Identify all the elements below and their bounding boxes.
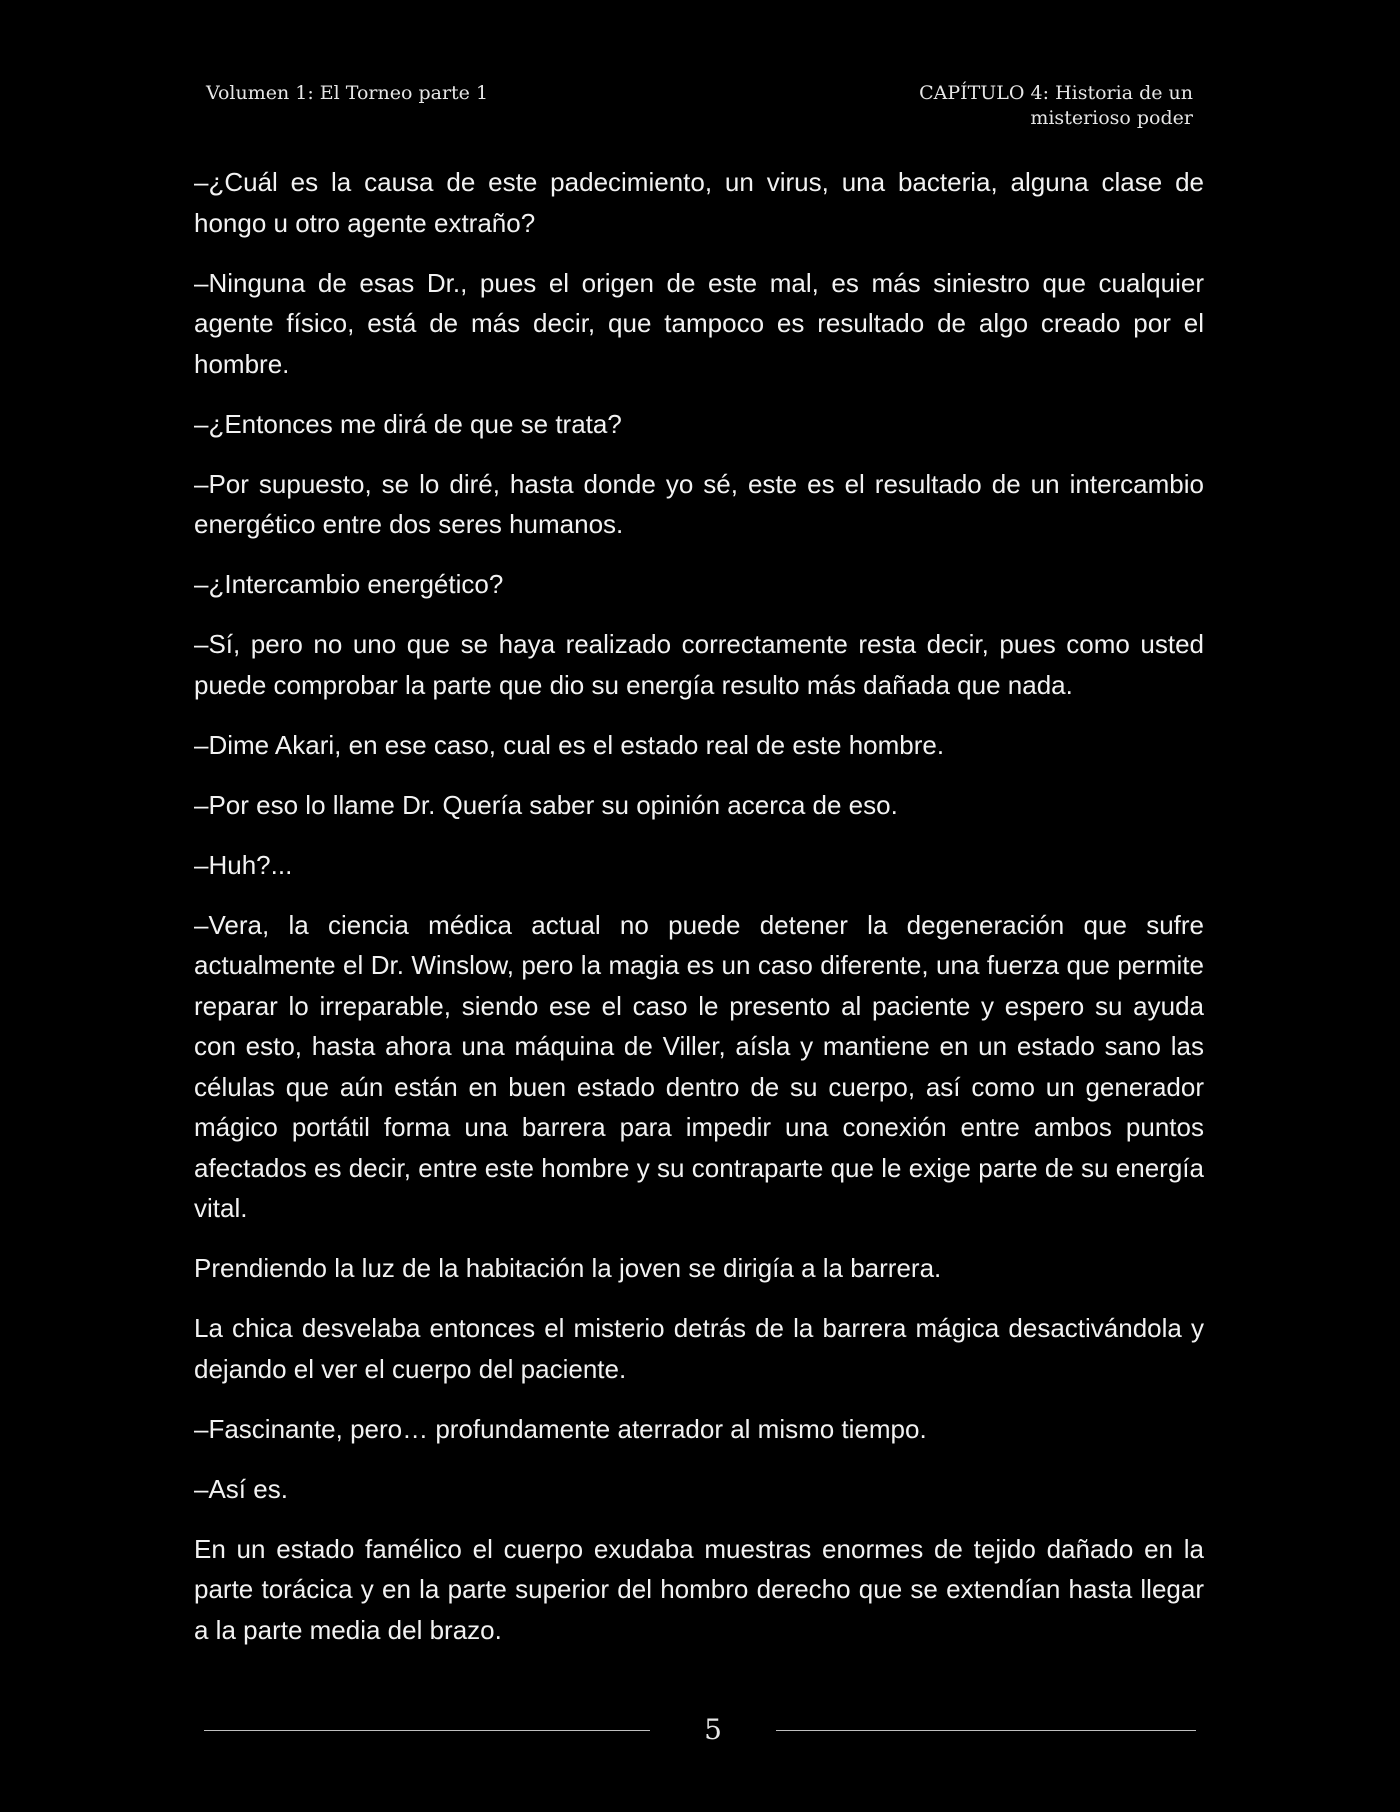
paragraph: La chica desvelaba entonces el misterio detrás de la barrera mágica desactivándola y dejando el ver el cuerpo del paciente. [194, 1313, 1204, 1384]
paragraph: –Por supuesto, se lo diré, hasta donde yo sé, este es el resultado de un intercambio energético entre dos seres humanos. [194, 468, 1204, 539]
paragraph: –Ninguna de esas Dr., pues el origen de este mal, es más siniestro que cualquier agente físico, está de más decir, que tampoco es resultado de algo creado por el hombre. [194, 267, 1204, 379]
footer-rule-left [204, 1730, 650, 1731]
page-number: 5 [704, 1713, 722, 1746]
body-text [194, 162, 1204, 1670]
paragraph: –Por eso lo llame Dr. Quería saber su opinión acerca de eso. [194, 789, 898, 820]
paragraph: –Así es. [194, 1473, 288, 1504]
paragraph: –Sí, pero no uno que se haya realizado correctamente resta decir, pues como usted puede comprobar la parte que dio su energía resulto más dañada que nada. [194, 629, 1204, 700]
paragraph: –¿Entonces me dirá de que se trata? [194, 408, 622, 439]
footer-rule-right [776, 1730, 1196, 1731]
header-chapter-title: CAPÍTULO 4: Historia de un misterioso poder [919, 82, 1193, 129]
paragraph: –Fascinante, pero… profundamente aterrador al mismo tiempo. [194, 1413, 927, 1444]
header-volume-title: Volumen 1: El Torneo parte 1 [206, 82, 489, 104]
running-header [206, 78, 1193, 138]
paragraph: Prendiendo la luz de la habitación la joven se dirigía a la barrera. [194, 1253, 942, 1283]
page-footer [200, 1710, 1200, 1750]
paragraph: En un estado famélico el cuerpo exudaba muestras enormes de tejido dañado en la parte torácica y en la parte superior del hombro derecho que se extendían hasta llegar a la parte media del brazo. [194, 1533, 1204, 1645]
paragraph: –¿Intercambio energético? [194, 569, 504, 599]
paragraph: –Huh?... [194, 849, 293, 880]
paragraph: –¿Cuál es la causa de este padecimiento, un virus, una bacteria, alguna clase de hongo u otro agente extraño? [194, 167, 1204, 238]
paragraph: –Dime Akari, en ese caso, cual es el estado real de este hombre. [194, 729, 945, 760]
paragraph: –Vera, la ciencia médica actual no puede detener la degeneración que sufre actualmente el Dr. Winslow, pero la magia es un caso diferente, una fuerza que permite reparar lo irreparable, siendo ese el caso le presento al paciente y espero su ayuda con esto, hasta ahora una máquina de Viller, aísla y mantiene en un estado sano las células que aún están en buen estado dentro de su cuerpo, así como un generador mágico portátil forma una barrera para impedir una conexión entre ambos puntos afectados es decir, entre este hombre y su contraparte que le exige parte de su energía vital. [194, 909, 1204, 1223]
